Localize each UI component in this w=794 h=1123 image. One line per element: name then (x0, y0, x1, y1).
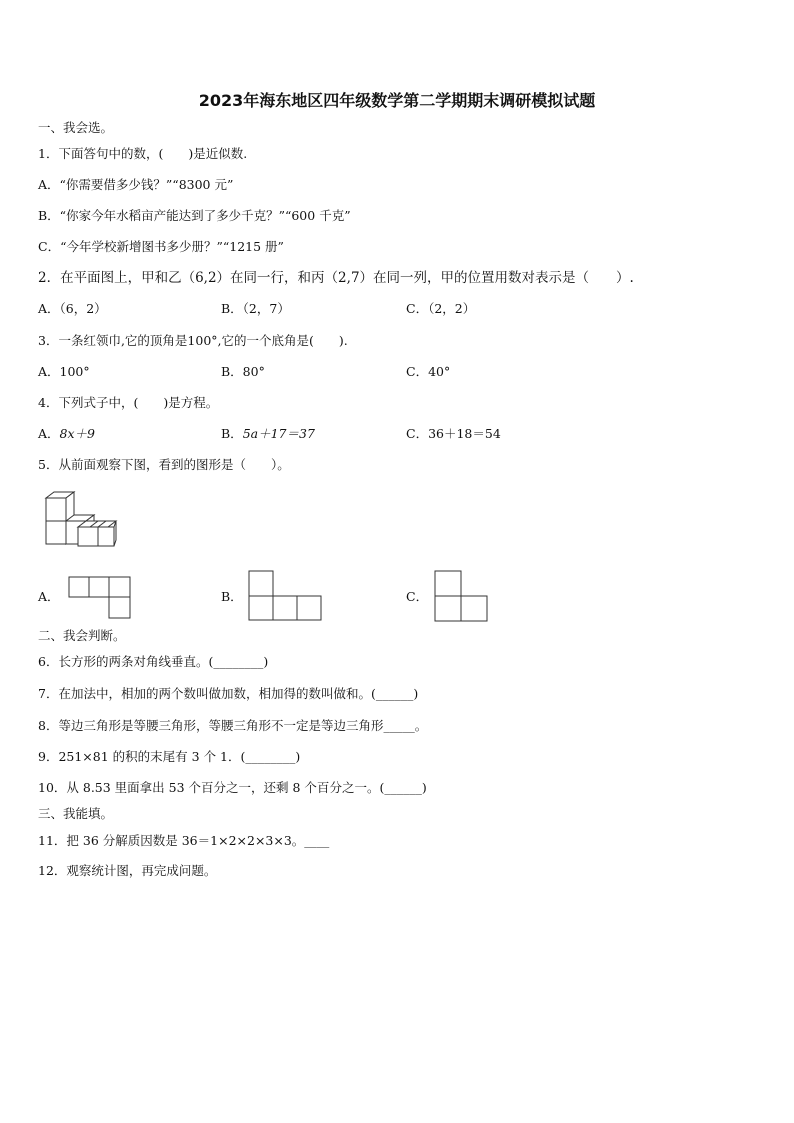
question-5-option-b: B． (221, 589, 243, 604)
page-title: 2023年海东地区四年级数学第二学期期末调研模拟试题 (198, 91, 596, 110)
option-b-label: B． (221, 426, 243, 441)
question-1-option-c: C．“今年学校新增图书多少册？”“1215 册” (38, 239, 284, 254)
section-3-heading: 三、我能填。 (38, 806, 114, 821)
question-5-option-a: A． (38, 589, 60, 604)
question-1-option-a: A．“你需要借多少钱？”“8300 元” (38, 177, 234, 192)
question-4-stem: 4．下列式子中，( )是方程。 (38, 395, 219, 410)
question-2-option-a: A．（6，2） (38, 301, 107, 316)
question-4-option-a (38, 426, 95, 442)
option-b-expression: 5a＋17＝37 (242, 426, 315, 441)
question-10: 10．从 8.53 里面拿出 53 个百分之一，还剩 8 个百分之一。(______) (38, 780, 427, 795)
question-2-stem: 2．在平面图上，甲和乙（6,2）在同一行，和丙（2,7）在同一列，甲的位置用数对表示是（ ）. (38, 270, 634, 286)
option-a-view-figure (68, 576, 132, 620)
question-11: 11．把 36 分解质因数是 36＝1×2×2×3×3。____ (38, 833, 330, 848)
question-1-option-b: B．“你家今年水稻亩产能达到了多少千克？”“600 千克” (38, 208, 351, 223)
question-12: 12．观察统计图，再完成问题。 (38, 863, 217, 878)
option-b-view-figure (248, 570, 322, 622)
question-8: 8．等边三角形是等腰三角形，等腰三角形不一定是等边三角形_____。 (38, 718, 428, 733)
section-1-heading: 一、我会选。 (38, 120, 114, 135)
question-5-option-c: C． (406, 589, 429, 604)
question-3-option-b: B．80° (221, 364, 265, 379)
option-a-expression: 8x＋9 (59, 426, 95, 441)
question-3-stem: 3．一条红领巾,它的顶角是100°,它的一个底角是( ). (38, 333, 348, 348)
question-9: 9．251×81 的积的末尾有 3 个 1．(________) (38, 749, 301, 764)
cube-stack-figure (40, 490, 120, 552)
question-5-stem: 5．从前面观察下图，看到的图形是（ ）。 (38, 457, 290, 472)
option-c-view-figure (434, 570, 490, 624)
question-4-option-c (406, 426, 501, 442)
question-4-option-b (221, 426, 315, 442)
option-c-label: C． (406, 426, 429, 441)
question-3-option-c: C．40° (406, 364, 451, 379)
question-1-stem: 1．下面答句中的数，( )是近似数. (38, 146, 248, 161)
question-3-option-a: A．100° (38, 364, 90, 379)
question-2-option-b: B．（2，7） (221, 301, 290, 316)
question-6: 6．长方形的两条对角线垂直。(________) (38, 654, 269, 669)
option-a-label: A． (38, 426, 60, 441)
section-2-heading: 二、我会判断。 (38, 628, 126, 643)
question-2-option-c: C．（2，2） (406, 301, 476, 316)
question-7: 7．在加法中，相加的两个数叫做加数，相加得的数叫做和。(______) (38, 686, 419, 701)
option-c-expression: 36＋18＝54 (428, 426, 501, 441)
